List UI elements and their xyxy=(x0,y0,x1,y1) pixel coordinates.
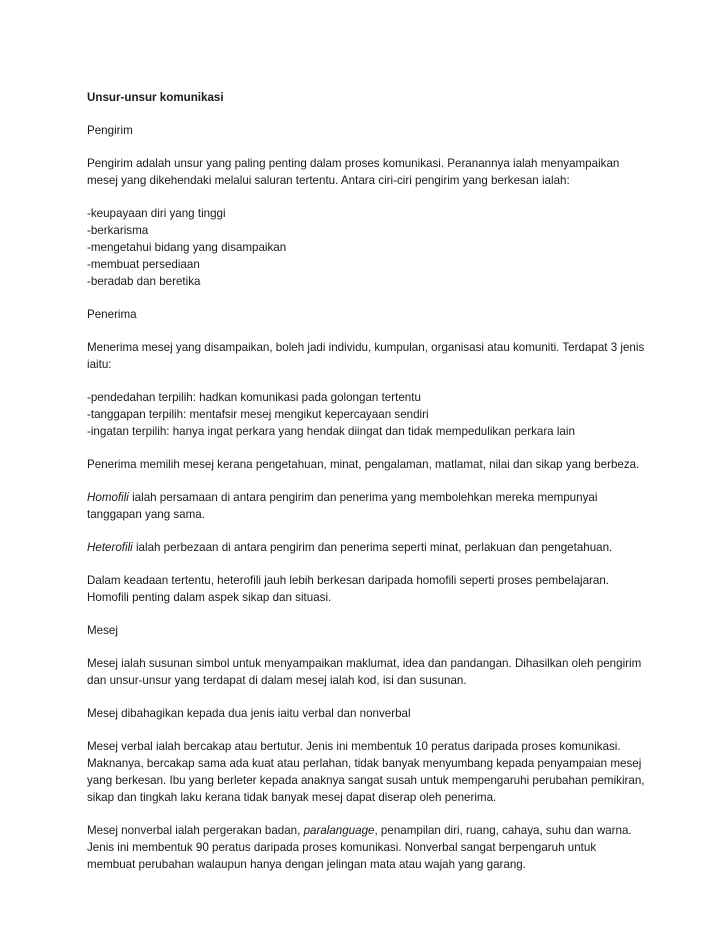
list-item: -membuat persediaan xyxy=(87,258,200,271)
list-item: -beradab dan beretika xyxy=(87,275,201,288)
heading-pengirim: Pengirim xyxy=(87,124,133,137)
homofili-text: ialah persamaan di antara pengirim dan penerima yang membolehkan mereka mempunyai tanggapan yang sama. xyxy=(87,491,598,521)
mesej-paragraph-1: Mesej ialah susunan simbol untuk menyampaikan maklumat, idea dan pandangan. Dihasilkan oleh pengirim dan unsur-unsur yang terdapat di dalam mesej ialah kod, isi dan susunan. xyxy=(87,657,642,687)
heterofili-paragraph xyxy=(87,539,647,556)
list-item: -berkarisma xyxy=(87,224,149,237)
penerima-paragraph-3: Dalam keadaan tertentu, heterofili jauh lebih berkesan daripada homofili seperti proses pembelajaran. Homofili penting dalam aspek sikap dan situasi. xyxy=(87,574,610,604)
mesej-paragraph-4 xyxy=(87,822,647,873)
penerima-list xyxy=(87,389,647,440)
mesej-paragraph-2: Mesej dibahagikan kepada dua jenis iaitu verbal dan nonverbal xyxy=(87,707,411,720)
homofili-term: Homofili xyxy=(87,491,129,504)
document-body xyxy=(87,89,647,889)
penerima-paragraph-2: Penerima memilih mesej kerana pengetahuan, minat, pengalaman, matlamat, nilai dan sikap yang berbeza. xyxy=(87,458,640,471)
list-item: -tanggapan terpilih: mentafsir mesej mengikut kepercayaan sendiri xyxy=(87,408,429,421)
heterofili-term: Heterofili xyxy=(87,541,133,554)
pengirim-list xyxy=(87,205,647,290)
penerima-paragraph: Menerima mesej yang disampaikan, boleh jadi individu, kumpulan, organisasi atau komuniti. Terdapat 3 jenis iaitu: xyxy=(87,341,645,371)
list-item: -mengetahui bidang yang disampaikan xyxy=(87,241,287,254)
pengirim-paragraph: Pengirim adalah unsur yang paling penting dalam proses komunikasi. Peranannya ialah menyampaikan mesej yang dikehendaki melalui saluran tertentu. Antara ciri-ciri pengirim yang berkesan ialah: xyxy=(87,157,620,187)
mesej-p4-after: , penampilan diri, ruang, cahaya, suhu dan warna. Jenis ini membentuk 90 peratus daripada proses komunikasi. Nonverbal sangat berpengaruh untuk membuat perubahan walaupun hanya dengan jelingan mata atau wajah yang garang. xyxy=(87,824,632,871)
mesej-p4-before: Mesej nonverbal ialah pergerakan badan, xyxy=(87,824,304,837)
list-item: -pendedahan terpilih: hadkan komunikasi pada golongan tertentu xyxy=(87,391,421,404)
paralanguage-term: paralanguage xyxy=(303,824,375,837)
homofili-paragraph xyxy=(87,489,647,523)
list-item: -keupayaan diri yang tinggi xyxy=(87,207,226,220)
list-item: -ingatan terpilih: hanya ingat perkara yang hendak diingat dan tidak mempedulikan perkara lain xyxy=(87,425,575,438)
mesej-paragraph-3: Mesej verbal ialah bercakap atau bertutur. Jenis ini membentuk 10 peratus daripada proses komunikasi. Maknanya, bercakap sama ada kuat atau perlahan, tidak banyak menyumbang kepada penyampaian mesej yang berkesan. Ibu yang berleter kepada anaknya sangat susah untuk mempengaruhi perubahan pemikiran, sikap dan tingkah laku kerana tidak banyak mesej dapat diserap oleh penerima. xyxy=(87,740,645,804)
document-title: Unsur-unsur komunikasi xyxy=(87,91,224,104)
heterofili-text: ialah perbezaan di antara pengirim dan penerima seperti minat, perlakuan dan pengetahuan. xyxy=(132,541,613,554)
heading-penerima: Penerima xyxy=(87,308,137,321)
heading-mesej: Mesej xyxy=(87,624,118,637)
